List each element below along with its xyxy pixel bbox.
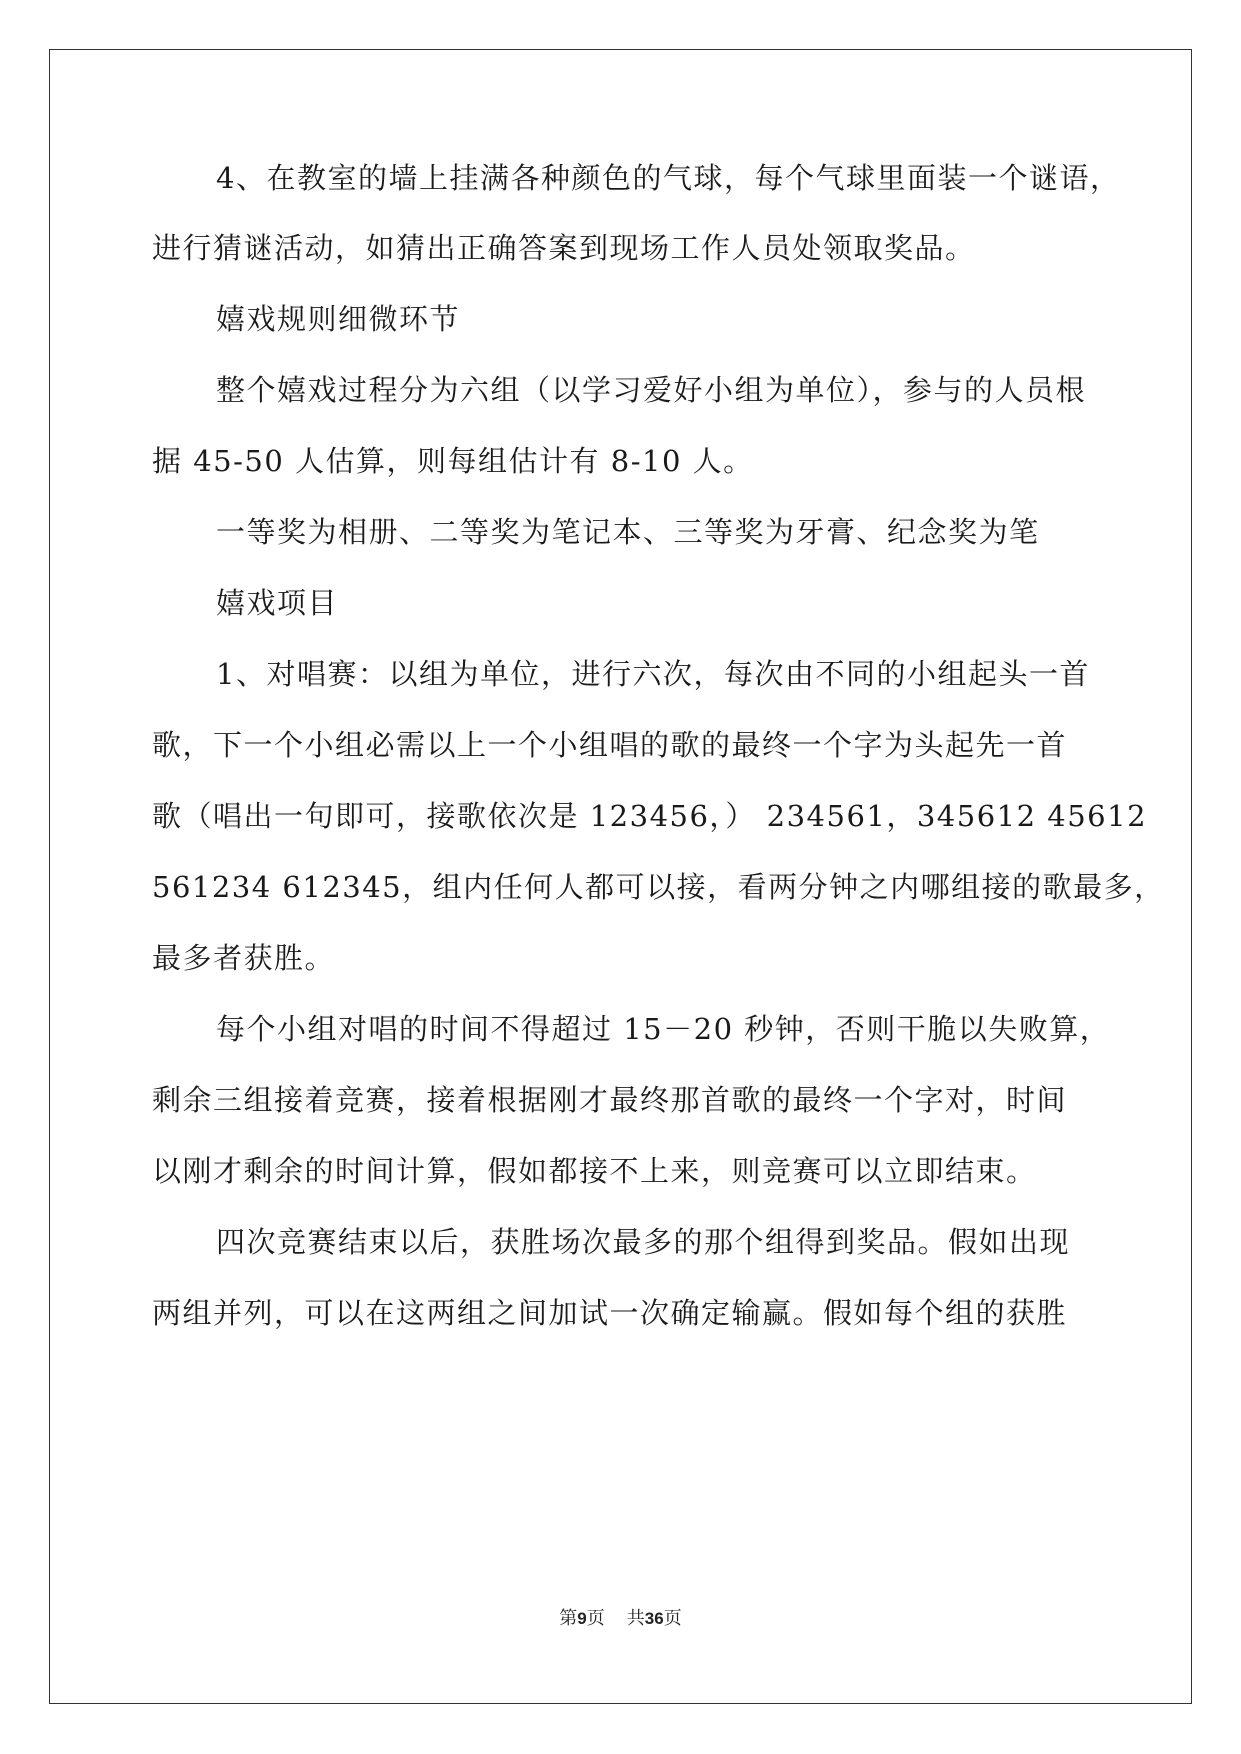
text-line: 一等奖为相册、二等奖为笔记本、三等奖为牙膏、纪念奖为笔 xyxy=(216,515,1040,549)
page-suffix: 页 xyxy=(586,1608,605,1628)
text-line: 剩余三组接着竞赛，接着根据刚才最终那首歌的最终一个字对，时间 xyxy=(152,1083,1068,1117)
text-line: 歌，下一个小组必需以上一个小组唱的歌的最终一个字为头起先一首 xyxy=(152,728,1068,762)
section-heading: 嬉戏项目 xyxy=(216,586,339,620)
text-line: 整个嬉戏过程分为六组（以学习爱好小组为单位），参与的人员根 xyxy=(216,373,1087,407)
page-number: 9 xyxy=(577,1609,587,1628)
page-footer xyxy=(0,1604,1241,1630)
total-pages: 36 xyxy=(644,1609,664,1628)
text-line: 四次竞赛结束以后，获胜场次最多的那个组得到奖品。假如出现 xyxy=(216,1225,1071,1259)
text-line: 1、对唱赛：以组为单位，进行六次，每次由不同的小组起头一首 xyxy=(216,657,1090,691)
text-line: 以刚才剩余的时间计算，假如都接不上来，则竞赛可以立即结束。 xyxy=(152,1154,1037,1188)
total-suffix: 页 xyxy=(663,1608,682,1628)
text-line: 歌（唱出一句即可，接歌依次是 123456，） 234561，345612 45612 xyxy=(152,799,1148,833)
text-line: 每个小组对唱的时间不得超过 15－20 秒钟，否则干脆以失败算， xyxy=(216,1012,1111,1046)
text-line: 最多者获胜。 xyxy=(152,941,336,975)
text-line: 据 45-50 人估算，则每组估计有 8-10 人。 xyxy=(152,444,754,478)
text-line: 两组并列，可以在这两组之间加试一次确定输赢。假如每个组的获胜 xyxy=(152,1296,1068,1330)
section-heading: 嬉戏规则细微环节 xyxy=(216,302,461,336)
text-line: 4、在教室的墙上挂满各种颜色的气球，每个气球里面装一个谜语， xyxy=(216,161,1121,195)
text-line: 进行猜谜活动，如猜出正确答案到现场工作人员处领取奖品。 xyxy=(152,231,976,265)
total-prefix: 共 xyxy=(626,1608,645,1628)
text-line: 561234 612345，组内任何人都可以接，看两分钟之内哪组接的歌最多， xyxy=(152,870,1165,904)
page-prefix: 第 xyxy=(559,1608,578,1628)
